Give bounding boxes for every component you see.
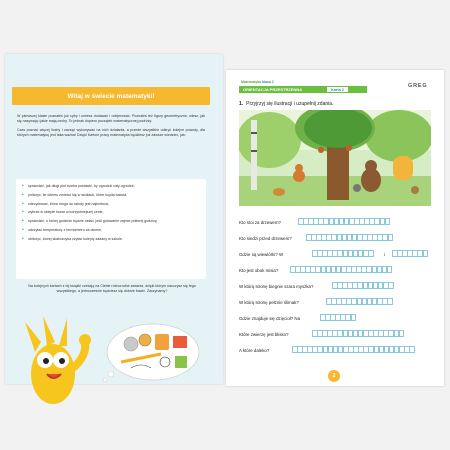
class-label: klasa 2 [262, 80, 274, 84]
question-2: Kto siedzi przed drzewem? [239, 236, 292, 241]
intro-text [17, 114, 205, 142]
publisher-logo: GREG [408, 83, 428, 89]
intro-paragraph-2: Czas poznać więcej liczby i zacząć wykonywać na nich działania, a przede wszystkim odkryć kolejne powody, dla których matematykę jest taka ważna! Dzięki Kartom pracy matematyka będziesz już zawsze wiedzieć, jak: [17, 128, 205, 138]
question-5: W którą stronę biegnie szara myszka? [239, 284, 314, 289]
forest-scene-illustration [239, 110, 431, 206]
answer-grid-6[interactable] [326, 298, 392, 305]
list-item: • wybrać w sklepie towar w korzystniejszej cenie, [22, 210, 200, 215]
answer-grid-3a[interactable] [312, 250, 373, 257]
list-item: • sprawdzić, o której godzinie będzie obiad, jeśli gotowanie zajmie półtorej godziny, [22, 219, 200, 224]
answer-grid-9[interactable] [292, 346, 414, 353]
task-text: Przyjrzyj się ilustracji i uzupełnij zdania. [246, 101, 334, 107]
skills-list [16, 179, 206, 279]
answer-grid-4[interactable] [290, 266, 392, 273]
card-label: Karta 2 [326, 86, 349, 93]
question-9: A które daleko? [239, 348, 270, 353]
list-item: • odczytać temperaturę z termometru za oknem, [22, 228, 200, 233]
answer-grid-8[interactable] [312, 330, 404, 337]
list-item: • sprawdzić, jak długi płot trzeba postawić, by ogrodzić cały ogródek, [22, 184, 200, 189]
left-page [5, 54, 223, 384]
answer-grid-1[interactable] [298, 218, 390, 225]
page-number: 2 [328, 370, 340, 382]
subject-name: Matematyka [241, 80, 262, 84]
list-item: • obliczyć, której skakczoyka czytać kolejny zadany w szkole. [22, 237, 200, 242]
topic-bar: ORIENTACJA PRZESTRZENNA [239, 86, 367, 93]
task-number: 1. [239, 101, 244, 107]
list-item: • zdecydować, która droga do szkoły jest najkrótsza, [22, 202, 200, 207]
answer-grid-2[interactable] [306, 234, 393, 241]
task-instruction [239, 101, 333, 107]
question-3: Gdzie są wiewiórki? W [239, 252, 284, 257]
answer-grid-3b[interactable] [392, 250, 428, 257]
question-1: Kto stoi za drzewem? [239, 220, 281, 225]
intro-paragraph-1: W pierwszej klasie poznałeś już cyfry i umiesz dodawać i odejmować. Poznałeś też figury geometryczne, wiesz, jak się nazywają i jakie mają cechy. To jednak dopiero początek matematycznej podróży. [17, 114, 205, 124]
question-8: Które zwierzę jest blisko? [239, 332, 289, 337]
answer-grid-5[interactable] [332, 282, 393, 289]
welcome-banner: Witaj w świecie matematyki! [12, 87, 210, 105]
subject-label [241, 80, 274, 84]
list-item: • policzyć, ile dżemu zmieści się w słoikach, które kupiła babcia, [22, 193, 200, 198]
right-page [226, 70, 444, 386]
thought-bubble-illustration [101, 322, 201, 384]
question-6: W którą stronę pełznie ślimak? [239, 300, 299, 305]
question-7: Gdzie znajduje się dzięcioł? Na [239, 316, 301, 321]
mascot-illustration [17, 312, 95, 407]
answer-grid-7[interactable] [320, 314, 356, 321]
question-4: Kto jest obok misia? [239, 268, 279, 273]
outro-text: Na kolejnych kartach z tej książki czekają na Ciebie różnorodne zadania, dzięki którym nauczysz się tego wszystkiego, a jednocześnie będziesz się dobrze bawić. Zaczynamy? [28, 284, 196, 293]
inline-word: i [384, 252, 385, 257]
